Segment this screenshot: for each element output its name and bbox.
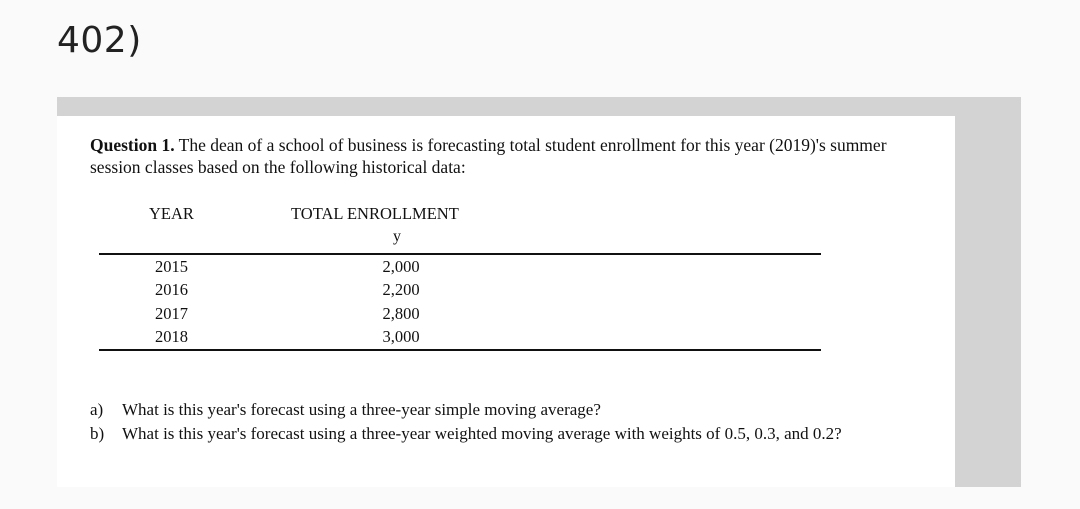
enrollment-symbol: y	[393, 228, 401, 245]
part-text: What is this year's forecast using a three-year weighted moving average with weights of 0.5, 0.3, and 0.2?	[122, 424, 842, 443]
part-letter: a)	[90, 400, 104, 419]
table-cell-year: 2015	[155, 257, 188, 276]
post-heading: 402)	[57, 20, 142, 61]
question-body: The dean of a school of business is forecasting total student enrollment for this year (2019)'s summer session classes based on the following historical data:	[90, 135, 887, 177]
table-cell-year: 2017	[155, 304, 188, 323]
table-cell-year: 2018	[155, 327, 188, 346]
table-bottom-rule	[99, 349, 821, 351]
question-text	[90, 134, 930, 178]
year-column-header: YEAR	[149, 204, 194, 223]
table-cell-enrollment: 2,200	[382, 280, 420, 299]
table-cell-enrollment: 3,000	[382, 327, 420, 346]
part-text: What is this year's forecast using a three-year simple moving average?	[122, 400, 601, 419]
question-label: Question 1.	[90, 135, 175, 155]
question-part	[90, 398, 930, 422]
table-cell-year: 2016	[155, 280, 188, 299]
table-cell-enrollment: 2,000	[382, 257, 420, 276]
question-parts	[90, 398, 930, 446]
table-top-rule	[99, 253, 821, 255]
part-letter: b)	[90, 424, 105, 443]
question-part	[90, 422, 930, 446]
document-image	[57, 116, 955, 487]
table-cell-enrollment: 2,800	[382, 304, 420, 323]
enrollment-column-header: TOTAL ENROLLMENT	[291, 204, 459, 223]
